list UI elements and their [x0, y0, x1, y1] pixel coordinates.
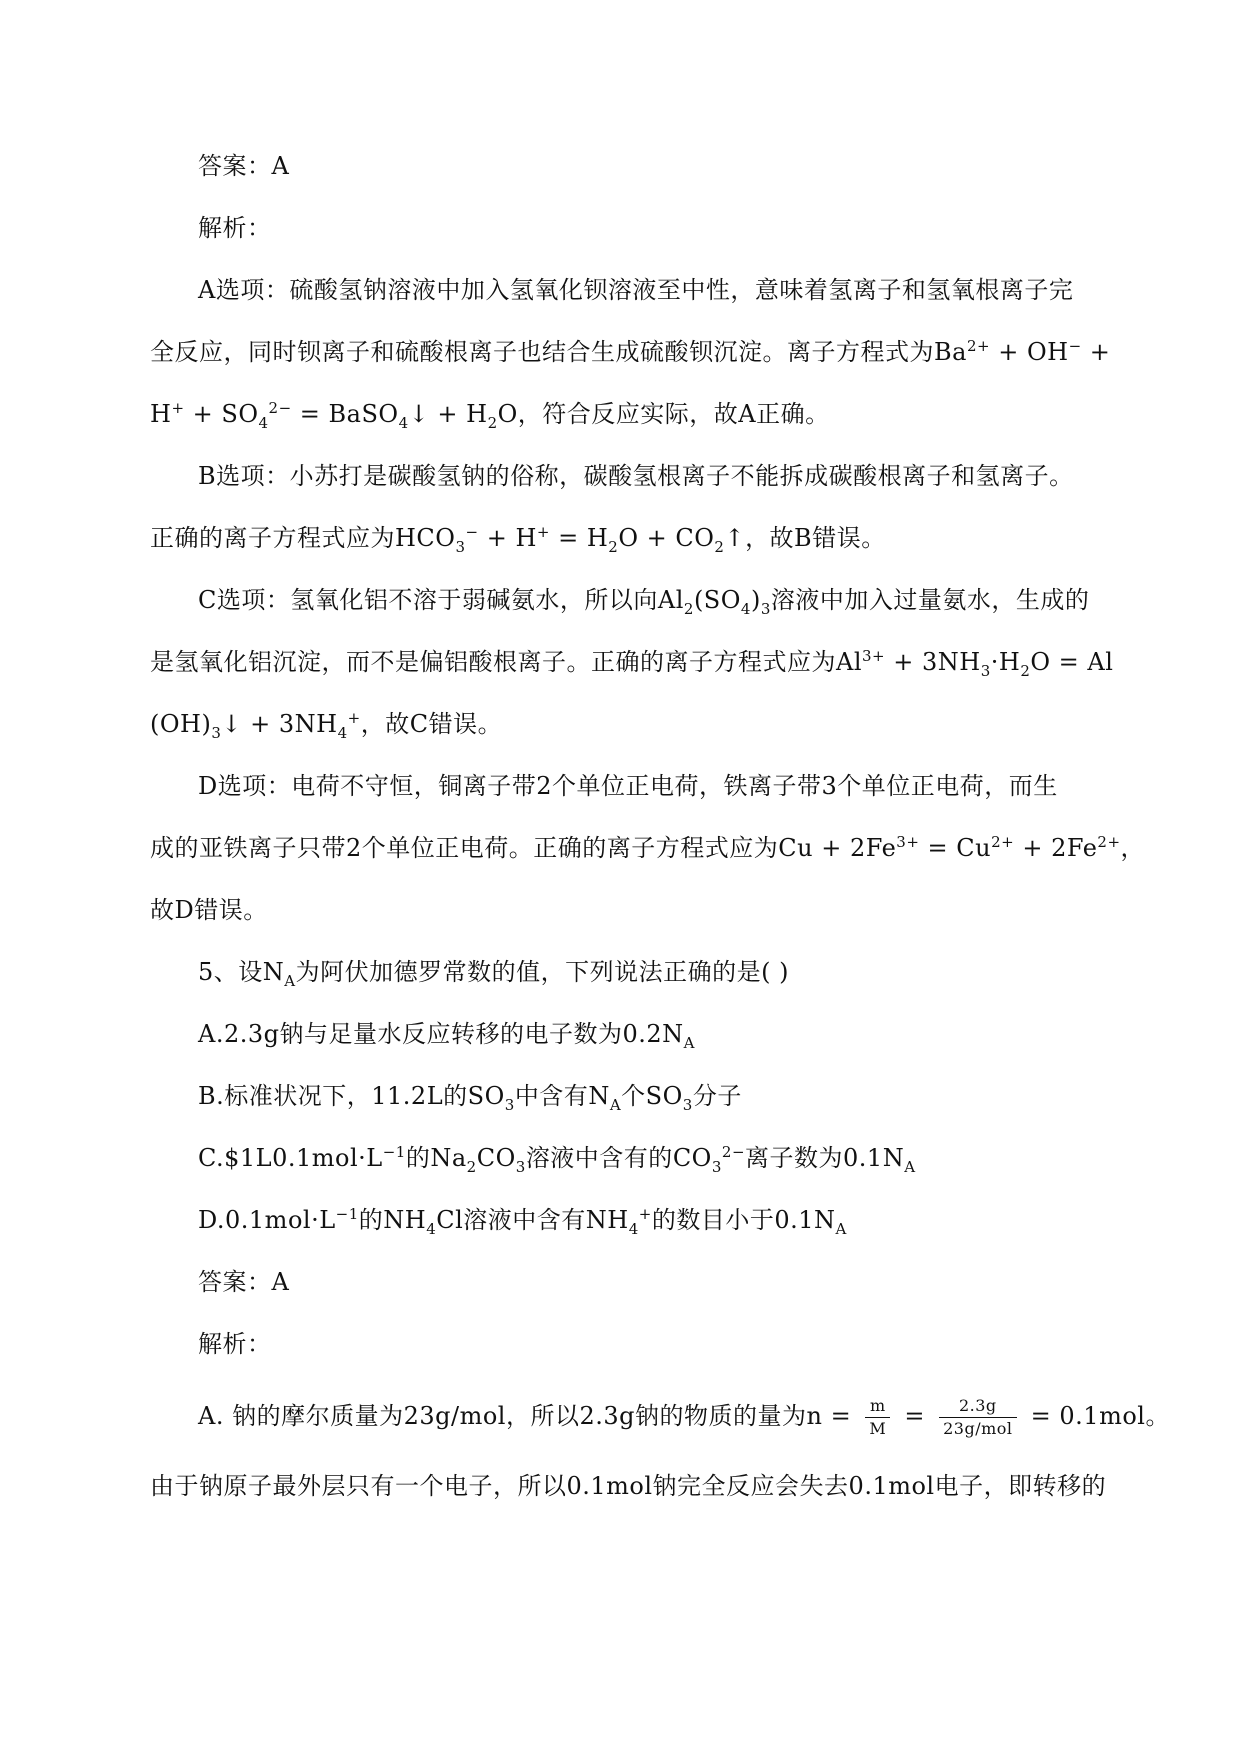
equation-a-part2: $H^+ + SO_4^{2-}$ = BaSO$_4$↓ + $H_2O$: [150, 399, 518, 432]
question-5-option-b: B.标准状况下，11.2L的$SO_3$中含有$N_A$个$SO_3$分子: [198, 1082, 742, 1114]
answer-line-2: 答案：A: [198, 1268, 290, 1296]
analysis-label: 解析：: [198, 214, 272, 242]
option-d-analysis-line-3: 故D错误。: [150, 896, 268, 924]
fraction-mass-over-molar-mass: $\frac{2.3g}{\text{23g/mol}}$: [939, 1398, 1016, 1437]
option-c-analysis-line-1: C选项：氢氧化铝不溶于弱碱氨水，所以向$Al_2(SO_4)_3$溶液中加入过量氨水，生成的: [198, 586, 1090, 618]
equation-a-part1: $Ba^{2+} + OH^-$ +: [934, 337, 1111, 366]
option-c-analysis-line-2: 是氢氧化铝沉淀，而不是偏铝酸根离子。正确的离子方程式应为$Al^{3+} + 3NH_3\cdot H_2O = Al$: [150, 647, 1114, 680]
option-d-analysis-line-2: 成的亚铁离子只带2个单位正电荷。正确的离子方程式应为$Cu + 2Fe^{3+} = Cu^{2+} + 2Fe^{2+}$，: [150, 833, 1146, 862]
equation-c-part2: $(OH)_3↓ + 3NH_4^+$: [150, 709, 361, 742]
option-c-analysis-line-3: $(OH)_3↓ + 3NH_4^+$，故C错误。: [150, 709, 503, 742]
question-5-stem: 5、设$N_A$为阿伏加德罗常数的值，下列说法正确的是( ): [198, 958, 789, 990]
question-5-option-c: $C.\$1L0.1mol\cdot L^{-1}$的$Na_2CO_3$溶液中含有的$CO_3^{2-}$离子数为$0.1N_A$: [198, 1143, 916, 1176]
analysis-a-line-2: 由于钠原子最外层只有一个电子，所以0.1mol钠完全反应会失去0.1mol电子，即转移的: [150, 1472, 1107, 1500]
option-b-analysis-line-2: 正确的离子方程式应为$HCO_3^- + H^+ = H_2O$ + $CO_2↑$，故B错误。: [150, 523, 886, 556]
analysis-label-2: 解析：: [198, 1330, 272, 1358]
answer-line: 答案：A: [198, 152, 290, 180]
option-a-analysis-line-2: 全反应，同时钡离子和硫酸根离子也结合生成硫酸钡沉淀。离子方程式为$Ba^{2+} + OH^-$ +: [150, 337, 1111, 366]
formula-al2so43: $Al_2(SO_4)_3$: [657, 586, 771, 618]
equation-d: $Cu + 2Fe^{3+} = Cu^{2+} + 2Fe^{2+}$: [778, 833, 1121, 862]
question-5-option-d: $D.0.1mol\cdot L^{-1}$的$NH_4Cl$溶液中含有$NH_4^+$的数目小于$0.1N_A$: [198, 1205, 847, 1238]
analysis-a-line-1: A. 钠的摩尔质量为23g/mol，所以2.3g钠的物质的量为n = $\frac{m}{M}$ = $\frac{2.3g}{\text{23g/mol}}$ = 0.1mol。: [198, 1396, 1170, 1438]
equation-b: $HCO_3^- + H^+ = H_2O$ + $CO_2↑$: [395, 523, 746, 556]
option-a-analysis-line-3: $H^+ + SO_4^{2-}$ = BaSO$_4$↓ + $H_2O$，符合反应实际，故A正确。: [150, 399, 830, 432]
option-d-analysis-line-1: D选项：电荷不守恒，铜离子带2个单位正电荷，铁离子带3个单位正电荷，而生: [198, 772, 1058, 800]
equation-c-part1: $Al^{3+} + 3NH_3\cdot H_2O = Al$: [836, 647, 1114, 680]
fraction-m-over-M: $\frac{m}{M}$: [865, 1398, 890, 1437]
option-a-analysis-line-1: A选项：硫酸氢钠溶液中加入氢氧化钡溶液至中性，意味着氢离子和氢氧根离子完: [198, 276, 1074, 304]
option-b-analysis-line-1: B选项：小苏打是碳酸氢钠的俗称，碳酸氢根离子不能拆成碳酸根离子和氢离子。: [198, 462, 1074, 490]
question-5-option-a: A.2.3g钠与足量水反应转移的电子数为$0.2N_A$: [198, 1020, 696, 1052]
